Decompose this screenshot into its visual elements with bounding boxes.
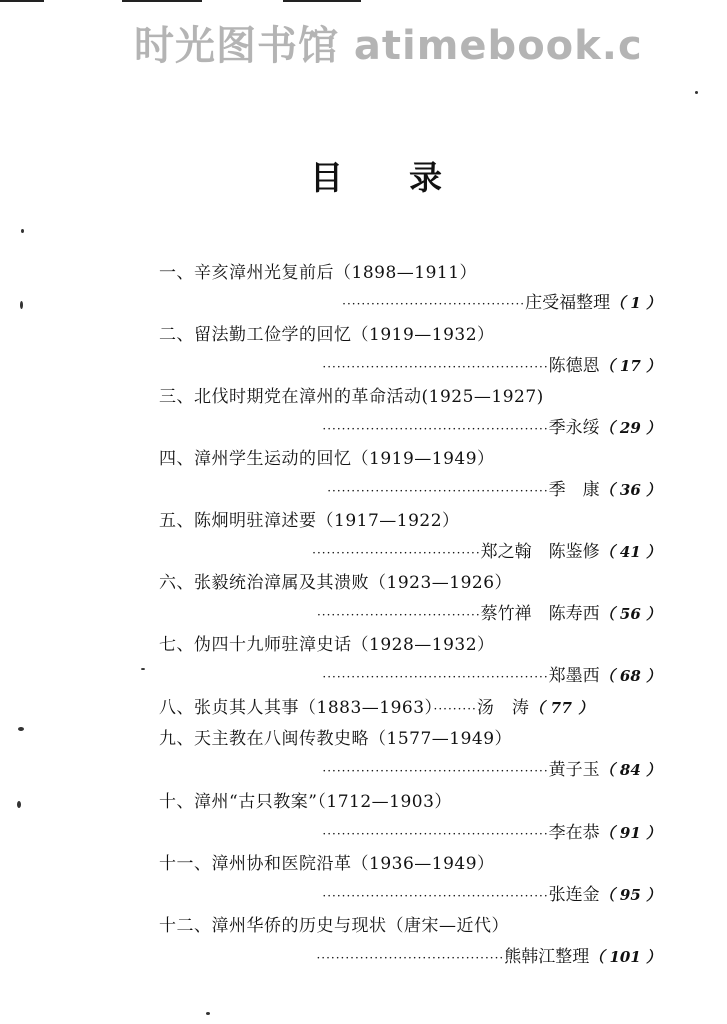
top-rule-middle <box>122 0 202 2</box>
page-number: （ 56 ） <box>599 605 661 623</box>
page-number: （ 17 ） <box>599 357 661 375</box>
dot-leader: ··············································· <box>322 889 549 903</box>
toc-entry-3-title: 三、北伐时期党在漳州的革命活动(1925—1927) <box>159 387 544 407</box>
scan-speck <box>18 727 24 731</box>
author-name: 汤 涛 <box>476 698 530 718</box>
dot-leader: ··············································· <box>322 764 549 778</box>
dot-leader: ··································· <box>312 546 481 560</box>
page-number: （ 84 ） <box>599 761 661 779</box>
scan-speck <box>695 91 698 94</box>
page-number: （ 77 ） <box>529 699 594 717</box>
toc-entry-2-title: 二、留法勤工俭学的回忆（1919—1932） <box>159 325 495 345</box>
toc-entry-10-title: 十、漳州“古只教案”（1712—1903） <box>159 792 452 812</box>
dot-leader: ······································· <box>316 951 505 965</box>
top-rule-left <box>0 0 44 2</box>
author-name: 陈德恩 <box>548 356 600 376</box>
watermark: 时光图书馆 atimebook.c <box>134 23 643 69</box>
dot-leader: ··············································· <box>322 422 549 436</box>
author-name: 季 康 <box>548 480 600 500</box>
entry-title-text: 八、张贞其人其事（1883—1963） <box>159 698 434 718</box>
toc-entry-5-title: 五、陈炯明驻漳述要（1917—1922） <box>159 511 460 531</box>
toc-entry-1-author-line <box>342 288 661 313</box>
page-number: （ 95 ） <box>599 886 661 904</box>
toc-entry-12-title: 十二、漳州华侨的历史与现状（唐宋—近代） <box>159 916 509 936</box>
author-name: 郑之翰 陈鉴修 <box>480 542 600 562</box>
dot-leader: ······································ <box>342 297 526 311</box>
page-number: （ 41 ） <box>599 543 661 561</box>
toc-entry-10-author-line <box>322 818 661 843</box>
author-name: 郑墨西 <box>548 666 600 686</box>
dot-leader: ········· <box>433 702 477 716</box>
page-number: （ 68 ） <box>599 667 661 685</box>
page-number: （ 91 ） <box>599 824 661 842</box>
author-name: 张连金 <box>548 885 600 905</box>
toc-entry-6-title: 六、张毅统治漳属及其溃败（1923—1926） <box>159 573 513 593</box>
scan-speck <box>21 229 24 233</box>
page-number: （ 101 ） <box>589 948 661 966</box>
author-name: 黄子玉 <box>548 760 600 780</box>
toc-entry-6-author-line <box>317 599 661 624</box>
dot-leader: ·································· <box>316 608 481 622</box>
author-name: 庄受福整理 <box>525 293 611 313</box>
toc-entry-5-author-line <box>312 537 661 562</box>
author-name: 蔡竹禅 陈寿西 <box>480 604 600 624</box>
toc-entry-1-title: 一、辛亥漳州光复前后（1898—1911） <box>159 263 478 283</box>
toc-entry-11-title: 十一、漳州协和医院沿革（1936—1949） <box>159 854 495 874</box>
toc-entry-9-author-line <box>322 755 661 780</box>
scan-speck <box>206 1012 210 1015</box>
toc-entry-2-author-line <box>322 351 661 376</box>
author-name: 熊韩江整理 <box>504 947 590 967</box>
dot-leader: ··············································· <box>322 670 549 684</box>
page-number: （ 36 ） <box>599 481 661 499</box>
page-number: （ 1 ） <box>610 294 661 312</box>
author-name: 李在恭 <box>548 823 600 843</box>
toc-entry-7-author-line <box>322 661 661 686</box>
dot-leader: ··············································· <box>322 827 549 841</box>
scan-speck <box>17 801 21 808</box>
page-title: 目录 <box>310 158 508 197</box>
top-rule-right <box>283 0 361 2</box>
toc-entry-4-title: 四、漳州学生运动的回忆（1919—1949） <box>159 449 495 469</box>
author-name: 季永绥 <box>548 418 600 438</box>
toc-entry-11-author-line <box>322 880 661 905</box>
scan-speck <box>20 301 23 309</box>
toc-entry-7-title: 七、伪四十九师驻漳史话（1928—1932） <box>159 635 495 655</box>
dot-leader: ·············································· <box>327 484 549 498</box>
scan-speck <box>141 668 145 670</box>
toc-entry-9-title: 九、天主教在八闽传教史略（1577—1949） <box>159 729 513 749</box>
toc-entry-12-author-line <box>316 942 661 967</box>
page-number: （ 29 ） <box>599 419 661 437</box>
dot-leader: ··············································· <box>322 360 549 374</box>
toc-entry-8-title <box>159 693 594 718</box>
toc-entry-3-author-line <box>322 413 661 438</box>
toc-entry-4-author-line <box>327 475 661 500</box>
